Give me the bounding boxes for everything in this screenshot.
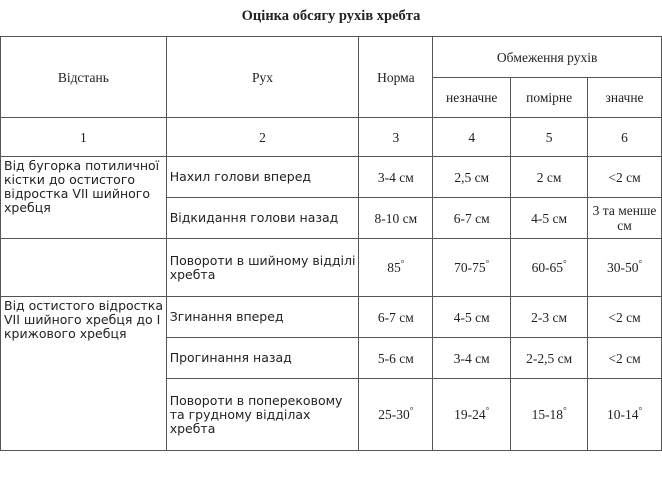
limit-minor-cell: 6-7 см [433, 198, 511, 239]
limit-minor-cell: 2,5 см [433, 157, 511, 198]
movement-cell: Нахил голови вперед [166, 157, 359, 198]
degree-mark: ° [563, 405, 567, 416]
degree-mark: ° [400, 258, 405, 269]
norm-cell [359, 239, 433, 297]
group1-distance-cell: Від бугорка потиличної кістки до остистого відростка VII шийного хребця [1, 157, 167, 239]
limit-moderate-cell: 4-5 см [511, 198, 588, 239]
norm-cell: 6-7 см [359, 297, 433, 338]
limit-significant-value: 10-14 [606, 407, 639, 422]
limit-significant-cell: <2 см [588, 157, 662, 198]
degree-mark: ° [409, 405, 414, 416]
movement-cell: Повороти в шийному відділі хребта [166, 239, 359, 297]
empty-distance-cell [1, 239, 167, 297]
column-number: 6 [588, 118, 662, 157]
group2-distance-cell: Від остистого відростка VII шийного хребця до I крижового хребця [1, 297, 167, 451]
header-movement: Рух [166, 37, 359, 118]
header-limit-significant: значне [588, 78, 662, 118]
column-number: 4 [433, 118, 511, 157]
limit-significant-value: 30-50 [606, 260, 639, 275]
column-number-row [1, 118, 662, 157]
norm-cell: 3-4 см [359, 157, 433, 198]
limit-moderate-cell [511, 239, 588, 297]
limit-minor-cell: 3-4 см [433, 338, 511, 379]
limit-moderate-cell: 2 см [511, 157, 588, 198]
norm-value: 85 [387, 260, 401, 275]
limit-minor-cell: 4-5 см [433, 297, 511, 338]
limit-moderate-cell [511, 379, 588, 451]
limit-significant-cell: <2 см [588, 297, 662, 338]
movement-cell: Відкидання голови назад [166, 198, 359, 239]
column-number: 2 [166, 118, 359, 157]
limit-significant-cell [588, 239, 662, 297]
column-number: 3 [359, 118, 433, 157]
degree-mark: ° [485, 405, 490, 416]
column-number: 5 [511, 118, 588, 157]
degree-mark: ° [563, 258, 567, 269]
limit-significant-cell: <2 см [588, 338, 662, 379]
limit-moderate-value: 60-65 [531, 260, 564, 275]
spine-motion-table [0, 36, 662, 451]
norm-value: 25-30 [378, 407, 410, 422]
movement-cell: Повороти в поперековому та грудному відділах хребта [166, 379, 359, 451]
limit-moderate-value: 15-18 [531, 407, 564, 422]
degree-mark: ° [638, 258, 643, 269]
limit-minor-value: 70-75 [454, 260, 486, 275]
norm-cell: 8-10 см [359, 198, 433, 239]
header-limit-minor: незначне [433, 78, 511, 118]
table-row [1, 239, 662, 297]
limit-moderate-cell: 2-3 см [511, 297, 588, 338]
limit-minor-value: 19-24 [454, 407, 486, 422]
norm-cell [359, 379, 433, 451]
header-limitation: Обмеження рухів [433, 37, 662, 78]
table-row [1, 297, 662, 338]
limit-minor-cell [433, 379, 511, 451]
movement-cell: Прогинання назад [166, 338, 359, 379]
table-title: Оцінка обсягу рухів хребта [241, 8, 421, 24]
header-norm: Норма [359, 37, 433, 118]
movement-cell: Згинання вперед [166, 297, 359, 338]
degree-mark: ° [485, 258, 490, 269]
degree-mark: ° [638, 405, 643, 416]
header-distance: Відстань [1, 37, 167, 118]
limit-minor-cell [433, 239, 511, 297]
limit-moderate-cell: 2-2,5 см [511, 338, 588, 379]
header-limit-moderate: помірне [511, 78, 588, 118]
norm-cell: 5-6 см [359, 338, 433, 379]
limit-significant-cell [588, 379, 662, 451]
limit-significant-cell: 3 та менше см [588, 198, 662, 239]
table-row [1, 157, 662, 198]
column-number: 1 [1, 118, 167, 157]
header-row [1, 37, 662, 78]
